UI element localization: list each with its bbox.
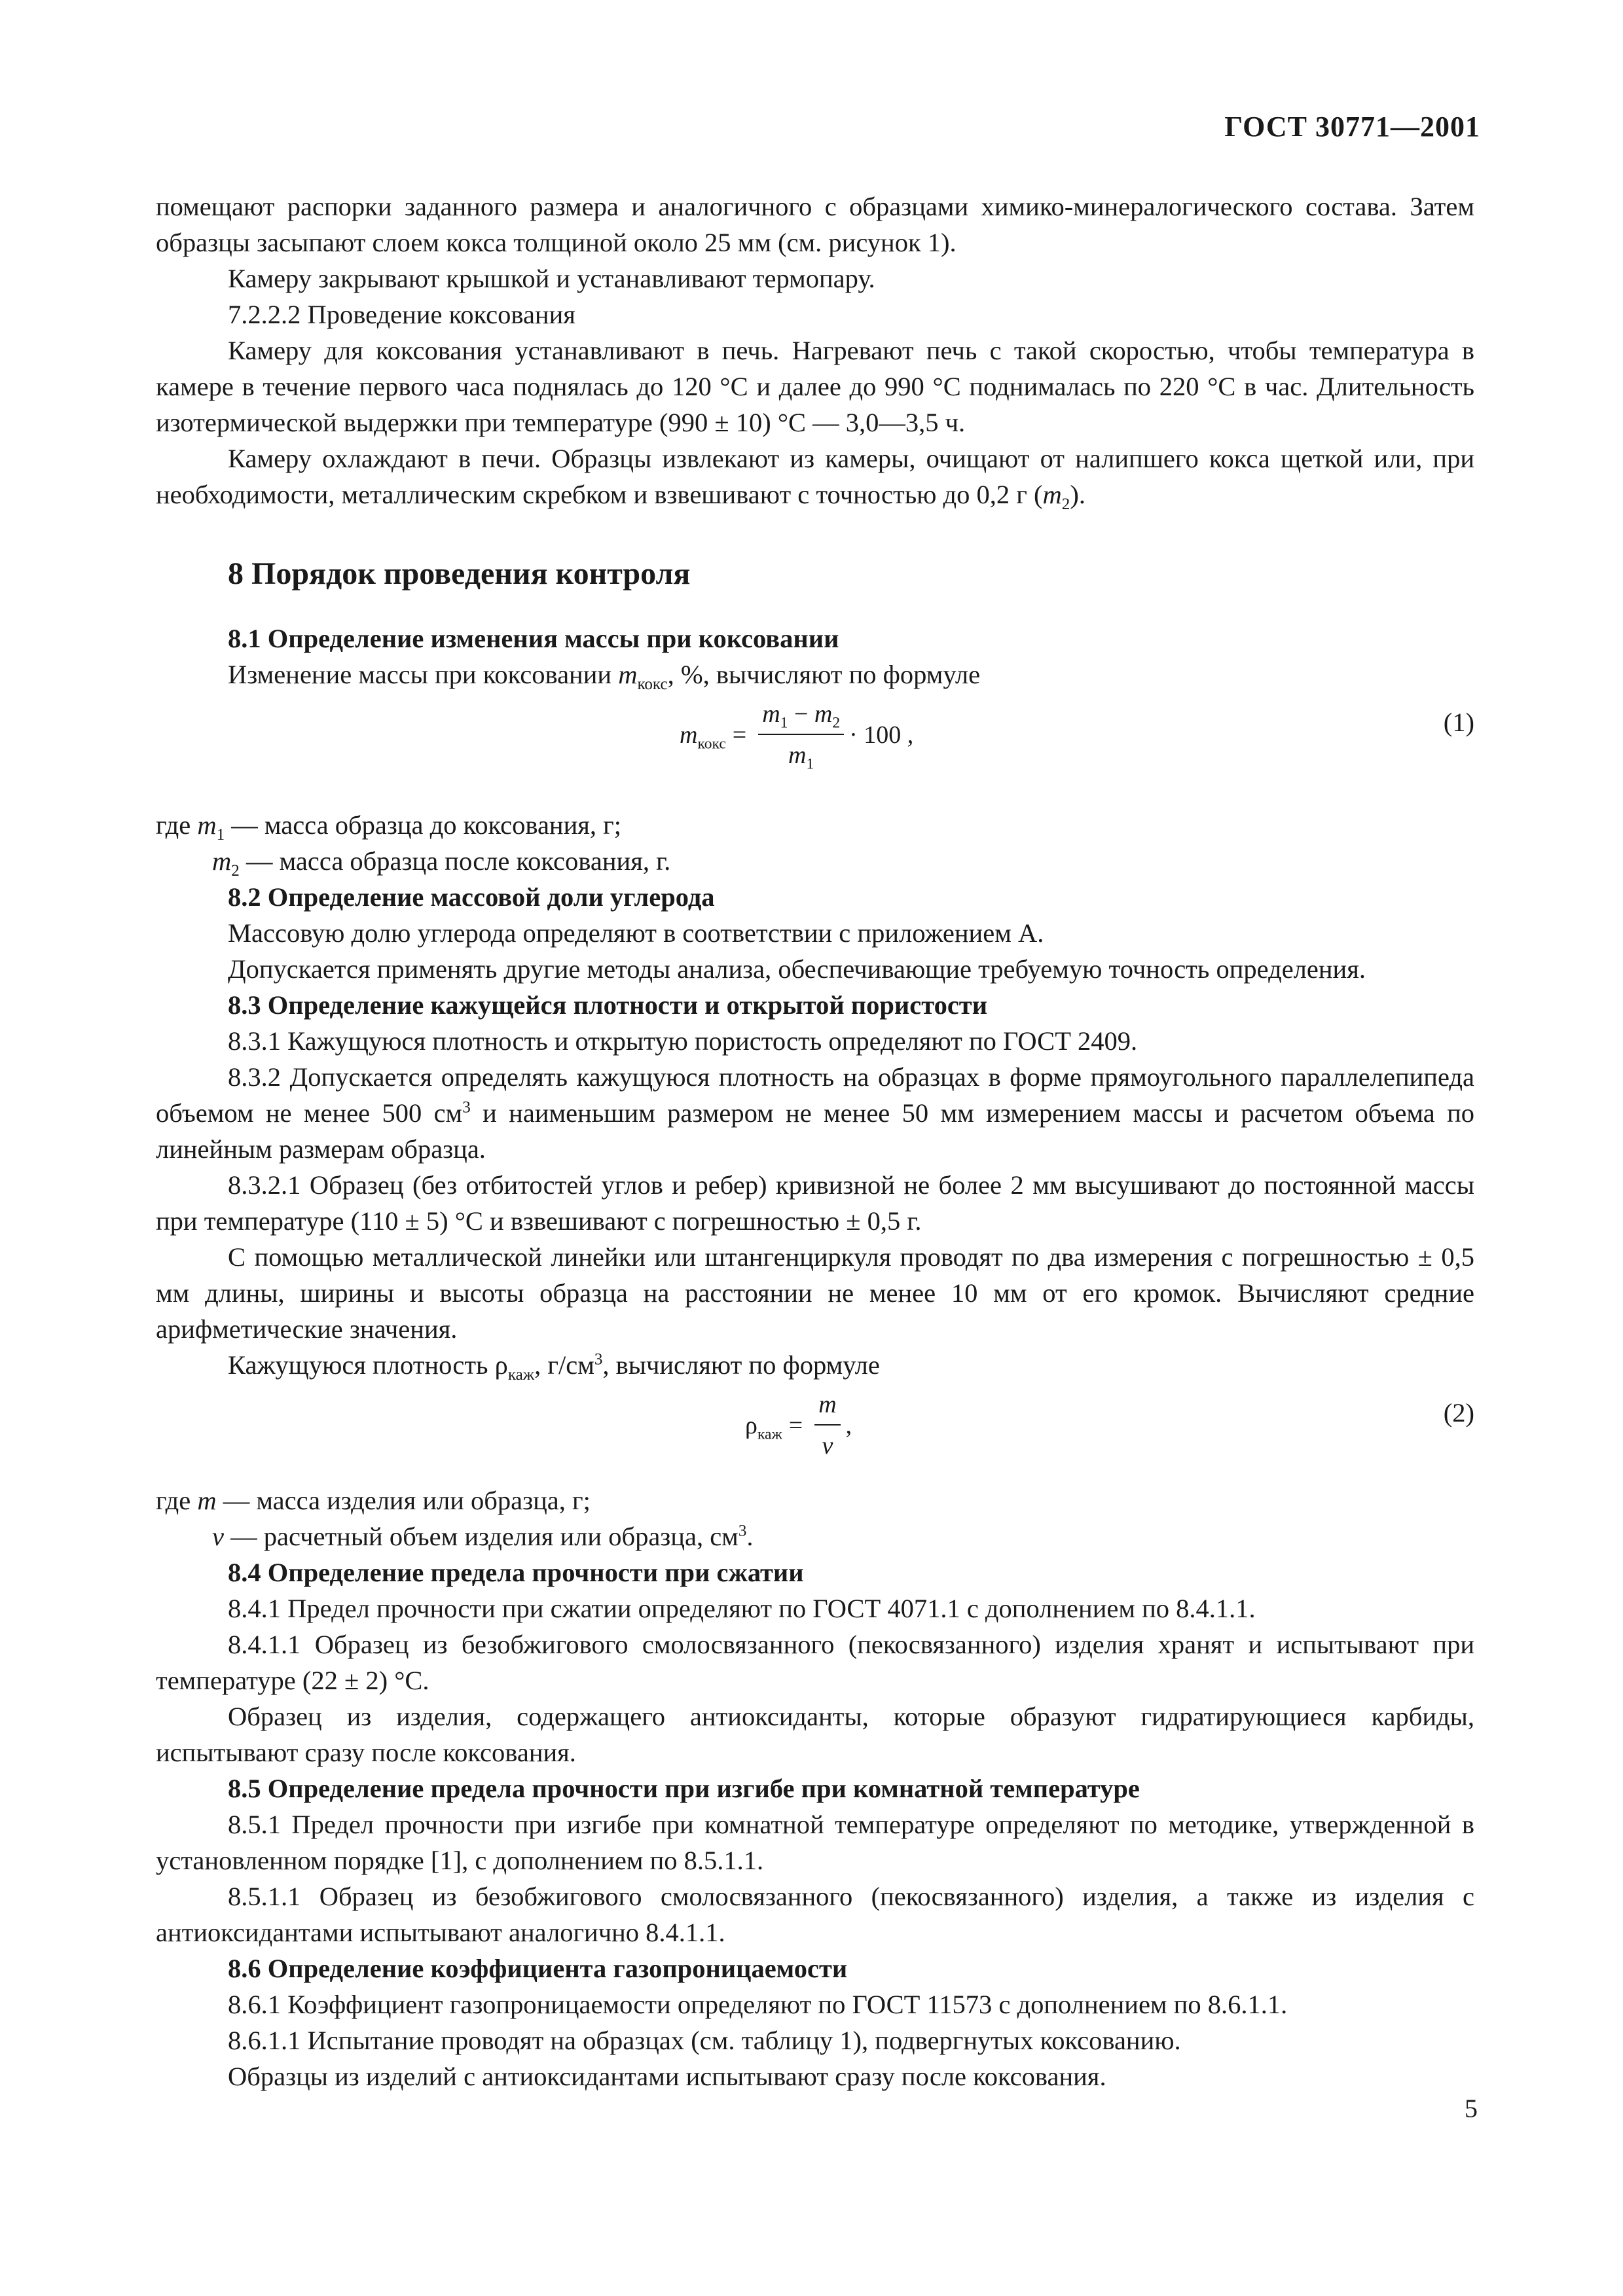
section-title: 8 Порядок проведения контроля [228, 556, 691, 591]
subsection-title: 8.6 Определение коэффициента газопроницаемости [228, 1954, 848, 1983]
formula-expression: $\rho_{каж}$ = $\frac{m}{v}$ , [745, 1387, 852, 1464]
document-body [156, 188, 1474, 2094]
paragraph: Кажущуюся плотность $\rho_{каж}$, $г/см^3$, вычисляют по формуле [228, 1350, 880, 1384]
legend-line: $m_2$ — масса образца после коксования, г. [212, 846, 671, 880]
document-header: ГОСТ 30771—2001 [1224, 111, 1480, 143]
subsection-title: 8.2 Определение массовой доли углерода [228, 882, 715, 912]
paragraph: Камеру охлаждают в печи. Образцы извлекают из камеры, очищают от налипшего кокса щеткой или, при необходимости, металлическим скребком и взвешивают с точностью до 0,2 г $(m_2)$. [156, 444, 1474, 514]
subsection-title: 8.5 Определение предела прочности при изгибе при комнатной температуре [228, 1774, 1140, 1803]
legend-line: v — расчетный объем изделия или образца, $см^3$. [212, 1522, 754, 1551]
fraction: $\frac{m_1 - m_2}{m_1}$ [758, 696, 844, 774]
paragraph: 8.6.1 Коэффициент газопроницаемости определяют по ГОСТ 11573 с дополнением по 8.6.1.1. [228, 1990, 1288, 2019]
paragraph: помещают распорки заданного размера и аналогичного с образцами химико-минералогического состава. Затем образцы засыпают слоем кокса толщиной около 25 мм (см. рисунок 1). [156, 192, 1474, 257]
formula-1 [156, 692, 1474, 807]
equation-number: (2) [1443, 1398, 1474, 1427]
legend-line: где m — масса изделия или образца, г; [156, 1486, 591, 1515]
paragraph: 8.5.1.1 Образец из безобжигового смолосвязанного (пекосвязанного) изделия, а также из изделия с антиоксидантами испытывают аналогично 8.4.1.1. [156, 1882, 1474, 1947]
paragraph: 8.3.2.1 Образец (без отбитостей углов и ребер) кривизной не более 2 мм высушивают до постоянной массы при температуре (110 ± 5) °С и взвешивают с погрешностью ± 0,5 г. [156, 1170, 1474, 1236]
paragraph: 8.4.1.1 Образец из безобжигового смолосвязанного (пекосвязанного) изделия хранят и испытывают при температуре (22 ± 2) °С. [156, 1630, 1474, 1695]
paragraph: Камеру закрывают крышкой и устанавливают термопару. [228, 264, 875, 293]
subsection-title: 8.3 Определение кажущейся плотности и открытой пористости [228, 990, 988, 1020]
subsection-title: 8.1 Определение изменения массы при коксовании [228, 624, 839, 653]
legend-line: где $m_1$ — масса образца до коксования, г; [156, 810, 622, 844]
formula-2 [156, 1383, 1474, 1482]
page-number: 5 [1465, 2094, 1478, 2123]
clause-heading: 7.2.2.2 Проведение коксования [228, 300, 575, 329]
paragraph: Массовую долю углерода определяют в соответствии с приложением А. [228, 918, 1044, 948]
subsection-title: 8.4 Определение предела прочности при сжатии [228, 1558, 804, 1587]
paragraph: Образец из изделия, содержащего антиоксиданты, которые образуют гидратирующиеся карбиды, испытывают сразу после коксования. [156, 1702, 1474, 1767]
paragraph: С помощью металлической линейки или штангенциркуля проводят по два измерения с погрешностью ± 0,5 мм длины, ширины и высоты образца на расстоянии не менее 10 мм от его кромок. Вычисляют средние арифметические значения. [156, 1242, 1474, 1344]
paragraph: Камеру для коксования устанавливают в печь. Нагревают печь с такой скоростью, чтобы температура в камере в течение первого часа поднялась до 120 °С и далее до 990 °С поднималась по 220 °С в час. Длительность изотермической выдержки при температуре (990 ± 10) °С — 3,0—3,5 ч. [156, 336, 1474, 437]
paragraph: Изменение массы при коксовании $m_{кокс}$, %, вычисляют по формуле [228, 660, 981, 694]
fraction: $\frac{m}{v}$ [814, 1387, 840, 1464]
paragraph: 8.4.1 Предел прочности при сжатии определяют по ГОСТ 4071.1 с дополнением по 8.4.1.1. [228, 1594, 1256, 1623]
paragraph: 8.6.1.1 Испытание проводят на образцах (см. таблицу 1), подвергнутых коксованию. [228, 2026, 1181, 2055]
paragraph: 8.5.1 Предел прочности при изгибе при комнатной температуре определяют по методике, утвержденной в установленном порядке [1], с дополнением по 8.5.1.1. [156, 1810, 1474, 1875]
paragraph: Образцы из изделий с антиоксидантами испытывают сразу после коксования. [228, 2062, 1106, 2091]
paragraph: 8.3.2 Допускается определять кажущуюся плотность на образцах в форме прямоугольного параллелепипеда объемом не менее 500 $см^3$ и наименьшим размером не менее 50 мм измерением массы и расчетом объема по линейным размерам образца. [156, 1062, 1474, 1164]
paragraph: Допускается применять другие методы анализа, обеспечивающие требуемую точность определения. [228, 954, 1366, 984]
paragraph: 8.3.1 Кажущуюся плотность и открытую пористость определяют по ГОСТ 2409. [228, 1026, 1138, 1056]
equation-number: (1) [1443, 708, 1474, 737]
formula-expression: $m_{кокс}$ = $\frac{m_1 - m_2}{m_1}$ · 100 , [680, 696, 913, 774]
